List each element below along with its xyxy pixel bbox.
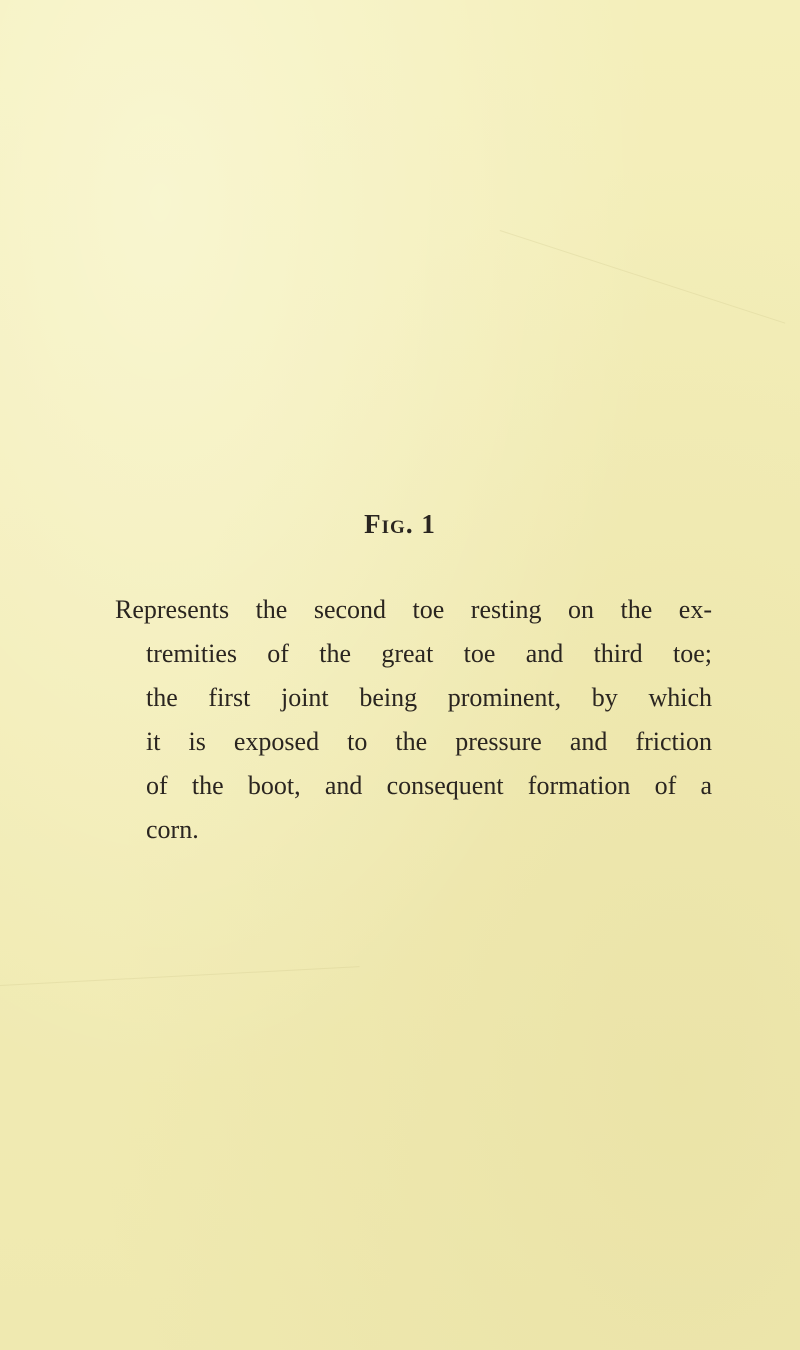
description-line: tremities of the great toe and third toe;: [146, 639, 712, 668]
paper-crease: [0, 966, 360, 986]
description-line: corn.: [146, 815, 199, 844]
figure-caption: Fig. 1: [364, 509, 436, 539]
description-line: Represents the second toe resting on the ex-: [115, 595, 712, 624]
description-line: the first joint being prominent, by which: [146, 683, 712, 712]
description-line: of the boot, and consequent formation of a: [146, 771, 712, 800]
paper-crease: [500, 230, 786, 324]
description-line: it is exposed to the pressure and friction: [146, 727, 712, 756]
figure-description: [115, 588, 712, 852]
